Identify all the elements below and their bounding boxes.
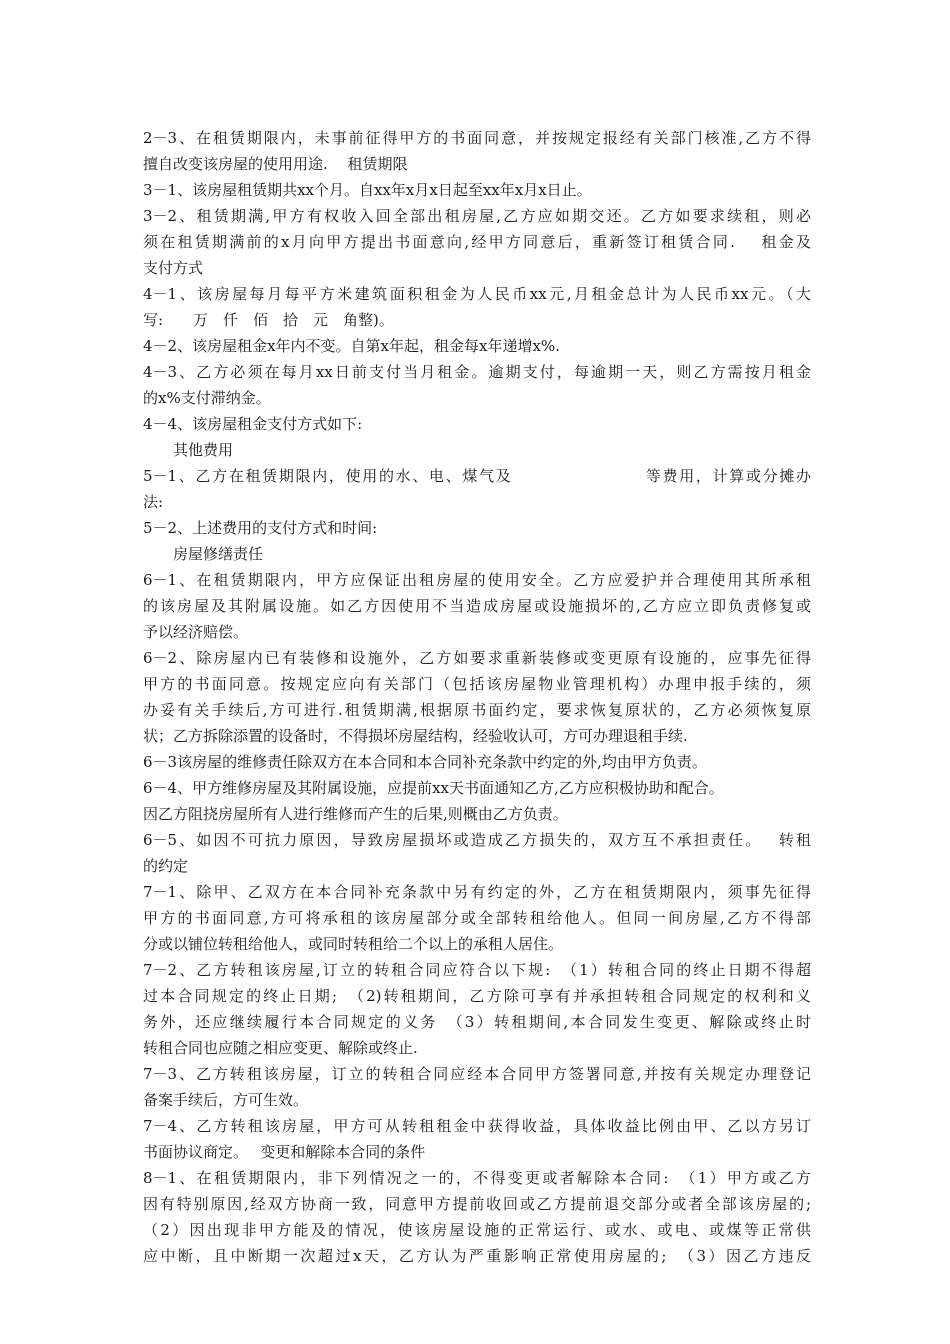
text-line: 7－4、乙方转租该房屋，甲方可从转租租金中获得收益，具体收益比例由甲、乙以方另订 [143, 1117, 811, 1135]
text-line: 的约定 [143, 857, 189, 875]
text-line: 4－2、该房屋租金x年内不变。自第x年起，租金每x年递增x%. [143, 337, 560, 355]
text-line: 甲方的书面同意,方可将承租的该房屋部分或全部转租给他人。但同一间房屋,乙方不得部 [143, 909, 811, 927]
text-line: 7－2、乙方转租该房屋,订立的转租合同应符合以下规: （1）转租合同的终止日期不得超 [143, 961, 811, 979]
text-line: 因乙方阻挠房屋所有人进行维修而产生的后果,则概由乙方负责。 [143, 805, 568, 823]
text-line: 过本合同规定的终止日期; （2)转租期间，乙方除可享有并承担转租合同规定的权利和义 [143, 987, 811, 1005]
text-line: 5－1、乙方在租赁期限内，使用的水、电、煤气及 等费用，计算或分摊办 [143, 467, 811, 485]
text-line: 3－1、该房屋租赁期共xx个月。自xx年x月x日起至xx年x月x日止。 [143, 181, 592, 199]
text-line: 4－3、乙方必须在每月xx日前支付当月租金。逾期支付，每逾期一天，则乙方需按月租金 [143, 363, 811, 381]
text-line: 的该房屋及其附属设施。如乙方因使用不当造成房屋或设施损坏的,乙方应立即负责修复或 [143, 597, 811, 615]
section-heading: 房屋修缮责任 [143, 545, 264, 563]
text-line: 法: [143, 493, 164, 511]
text-line: 转租合同也应随之相应变更、解除或终止. [143, 1039, 418, 1057]
text-line: 予以经济赔偿。 [143, 623, 249, 641]
text-line: 5－2、上述费用的支付方式和时间: [143, 519, 378, 537]
text-line: （2）因出现非甲方能及的情况，使该房屋设施的正常运行、或水、或电、或煤等正常供 [143, 1221, 811, 1239]
text-line: 6－1、在租赁期限内，甲方应保证出租房屋的使用安全。乙方应爱护并合理使用其所承租 [143, 571, 811, 589]
text-line: 7－3、乙方转租该房屋，订立的转租合同应经本合同甲方签署同意,并按有关规定办理登记 [143, 1065, 811, 1083]
text-line: 7－1、除甲、乙双方在本合同补充条款中另有约定的外，乙方在租赁期限内，须事先征得 [143, 883, 811, 901]
text-line: 备案手续后，方可生效。 [143, 1091, 309, 1109]
contract-text [143, 125, 811, 1269]
section-heading: 其他费用 [143, 441, 234, 459]
text-line: 分或以铺位转租给他人，或同时转租给二个以上的承租人居住。 [143, 935, 564, 953]
text-line: 支付方式 [143, 259, 204, 277]
text-line: 须在租赁期满前的x月向甲方提出书面意向,经甲方同意后，重新签订租赁合同. 租金及 [143, 233, 811, 251]
text-line: 状；乙方拆除添置的设备时，不得损坏房屋结构，经验收认可，方可办理退租手续. [143, 727, 688, 745]
text-line: 办妥有关手续后,方可进行.租赁期满,根据原书面约定，要求恢复原状的，乙方必须恢复原 [143, 701, 811, 719]
text-line: 因有特别原因,经双方协商一致，同意甲方提前收回或乙方提前退交部分或者全部该房屋的; [143, 1195, 811, 1213]
text-line: 8－1、在租赁期限内，非下列情况之一的，不得变更或者解除本合同: （1）甲方或乙方 [143, 1169, 811, 1187]
text-line: 写: 万 仟 佰 拾 元 角整)。 [143, 311, 394, 329]
text-line: 擅自改变该房屋的使用用途. 租赁期限 [143, 155, 408, 173]
text-line: 6－3该房屋的维修责任除双方在本合同和本合同补充条款中约定的外,均由甲方负责。 [143, 753, 707, 771]
text-line: 应中断，且中断期一次超过x天，乙方认为严重影响正常使用房屋的; （3）因乙方违反 [143, 1247, 811, 1265]
text-line: 6－4、甲方维修房屋及其附属设施，应提前xx天书面通知乙方,乙方应积极协助和配合。 [143, 779, 724, 797]
text-line: 务外，还应继续履行本合同规定的义务 （3）转租期间,本合同发生变更、解除或终止时 [143, 1013, 811, 1031]
text-line: 4－4、该房屋租金支付方式如下: [143, 415, 363, 433]
text-line: 3－2、租赁期满,甲方有权收入回全部出租房屋,乙方应如期交还。乙方如要求续租，则必 [143, 207, 811, 225]
text-line: 甲方的书面同意。按规定应向有关部门（包括该房屋物业管理机构）办理申报手续的，须 [143, 675, 811, 693]
text-line: 6－5、如因不可抗力原因，导致房屋损坏或造成乙方损失的，双方互不承担责任。 转租 [143, 831, 811, 849]
text-line: 的x%支付滞纳金。 [143, 389, 271, 407]
text-line: 2－3、在租赁期限内，未事前征得甲方的书面同意，并按规定报经有关部门核准,乙方不得 [143, 129, 811, 147]
text-line: 6－2、除房屋内已有装修和设施外，乙方如要求重新装修或变更原有设施的，应事先征得 [143, 649, 811, 667]
text-line: 书面协议商定。 变更和解除本合同的条件 [143, 1143, 426, 1161]
text-line: 4－1、该房屋每月每平方米建筑面积租金为人民币xx元,月租金总计为人民币xx元。（大 [143, 285, 811, 303]
